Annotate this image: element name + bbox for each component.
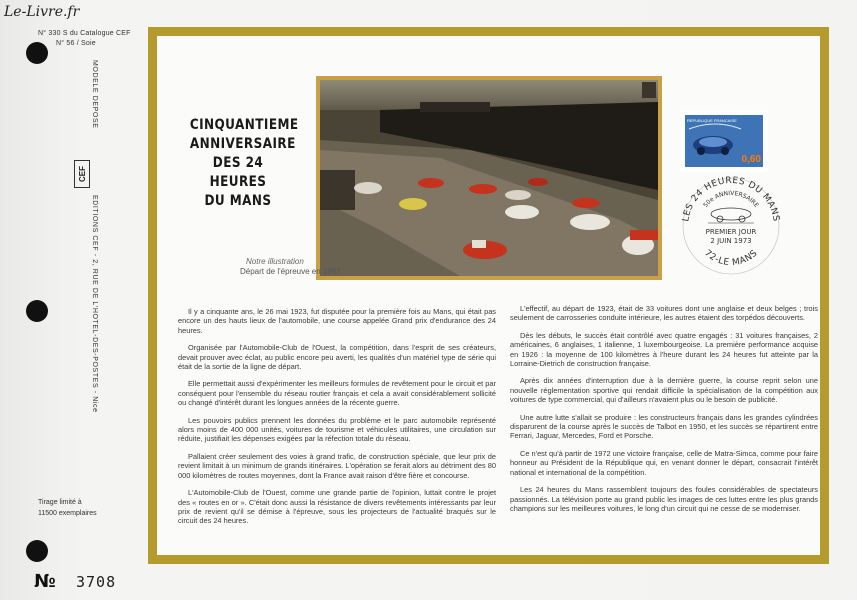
cancellation-arc-top: LES 24 HEURES DU MANS xyxy=(681,175,781,223)
title-line: DU MANS xyxy=(204,193,272,209)
model-deposited-text: MODELE DEPOSE xyxy=(91,60,98,129)
print-run-label: Tirage limité à xyxy=(38,499,82,506)
paragraph: Pallaient créer seulement des voies à grand trafic, de construction spéciale, que leur prix de revient limitait à un minimum de grands itinéraires. L'opération se ferait alors au détriment des 80 000 kilomètres de routes moyennes, dont la France avait raison d'être fière et concourse. xyxy=(178,451,496,480)
catalogue-number: N° 330 S du Catalogue CEF xyxy=(38,30,131,37)
binder-hole-top xyxy=(26,42,48,64)
paragraph: Une autre lutte s'allait se produire : les constructeurs français dans les grandes cylindrées disparurent de la course après le succès de Talbot en 1950, et les succès se répartirent entre Ferrari, Jaguar, Mercedes, Ford et Porsche. xyxy=(510,412,818,441)
article-column-right xyxy=(510,304,818,521)
cef-logo-text: CEF xyxy=(77,166,87,182)
print-run xyxy=(38,497,97,519)
title-line: CINQUANTIEME xyxy=(189,117,299,133)
first-day-cancellation xyxy=(676,168,786,276)
paragraph: Elle permettait aussi d'expérimenter les meilleurs formules de revêtement pour le circuit et par conséquent pour l'ensemble du réseau routier français et cela a avait considérablement sollicité ou changé d'intérêt durant les longues années de la récente guerre. xyxy=(178,379,496,408)
paragraph: Dès les débuts, le succès était contrôlé avec quatre engagés : 31 voitures françaises, 2 américaines, 6 anglaises, 1 italienne, 1 luxembourgeoise. La première performance acquise en 1926 : la moyenne de 100 kilomètres à l'heure durant les 24 heures fut atteinte par la Lorraine-Dietrich de construction française. xyxy=(510,330,818,369)
cef-logo xyxy=(74,160,90,188)
editions-address: EDITIONS CEF - 2, RUE DE L'HOTEL-DES-POSTES - Nice xyxy=(91,195,98,413)
watermark: Le-Livre.fr xyxy=(4,4,80,20)
postage-stamp xyxy=(680,110,768,172)
stamp-value: 0,60 xyxy=(741,154,761,165)
title-line: DES 24 HEURES xyxy=(209,155,267,190)
article-column-left xyxy=(178,307,496,534)
title-line: ANNIVERSAIRE xyxy=(189,136,296,152)
photo-caption-title: Notre illustration xyxy=(246,257,304,266)
stamp-country: REPUBLIQUE FRANCAISE xyxy=(687,118,737,123)
paragraph: L'effectif, au départ de 1923, était de 33 voitures dont une anglaise et deux belges ; trois seulement de carrosseries conduite intérieure, les autres étaient des torpédos découverts. xyxy=(510,304,818,323)
paragraph: L'Automobile-Club de l'Ouest, comme une grande partie de l'opinion, luttait contre le projet des « routes en or ». C'était donc aussi la résistance de divers revêtements intéressants par leur prix de revient qu'il se démise à l'épreuve, sous les projecteurs de l'actualité braqués sur le circuit des 24 heures. xyxy=(178,488,496,526)
photo-caption-text: Départ de l'épreuve en 1967 xyxy=(240,267,341,276)
binder-hole-bottom xyxy=(26,540,48,562)
paragraph: Ce n'est qu'à partir de 1972 une victoire française, celle de Matra-Simca, comme pour faire honneur au Président de la République qui, en venant donner le départ, consacrait l'intérêt national et international de la compétition. xyxy=(510,448,818,477)
cancellation-postmark xyxy=(676,168,786,276)
cancellation-date: 2 JUIN 1973 xyxy=(710,237,752,245)
paragraph: Les pouvoirs publics prennent les données du problème et le parc automobile représenté alors moins de 400 000 unités, voitures de tourisme et véhicules utilitaires, une circulation sur réduite, justifiait les dépenses exigées par la réfection totale du réseau. xyxy=(178,415,496,444)
race-start-illustration xyxy=(320,80,658,276)
cancellation-first-day: PREMIER JOUR xyxy=(705,228,757,236)
number-value: 3708 xyxy=(76,573,117,591)
cancellation-anniversary: 50e ANNIVERSAIRE xyxy=(702,189,760,209)
paragraph: Les 24 heures du Mans rassemblent toujours des foules considérables de spectateurs passionnés. La télévision porte au grand public les images de ces luttes entre les plus grands champions sur les meilleures voitures, le long d'un circuit qui ne cesse de se moderniser. xyxy=(510,485,818,513)
cancellation-arc-bottom: 72-LE MANS xyxy=(702,248,760,269)
paragraph: Après dix années d'interruption due à la dernière guerre, la course reprit selon une nouvelle réglementation sportive qui rendait difficile la spécialisation de la compétition aux voitures de type commercial, qui d'ailleurs n'avaient plus ou le besoin de publicité. xyxy=(510,376,818,405)
title xyxy=(189,116,299,211)
cancellation-car xyxy=(708,208,754,223)
binder-hole-middle xyxy=(26,300,48,322)
silk-number: N° 56 / Soie xyxy=(56,40,96,47)
stamp-image xyxy=(685,115,763,167)
number-label: № xyxy=(34,571,56,592)
paragraph: Organisée par l'Automobile-Club de l'Ouest, la compétition, dans l'esprit de ses créateurs, devait prouver avec éclat, au public encore peu averti, les qualités d'un matériel type de série qui était de la sortie de la ligne de départ. xyxy=(178,343,496,372)
print-run-count: 11500 exemplaires xyxy=(38,510,97,517)
race-start-photo xyxy=(316,76,662,280)
paragraph: Il y a cinquante ans, le 26 mai 1923, fut disputée pour la première fois au Mans, qui était pas encore un des hauts lieux de l'automobile, une course appelée Grand prix d'endurance des 24 heures. xyxy=(178,307,496,335)
